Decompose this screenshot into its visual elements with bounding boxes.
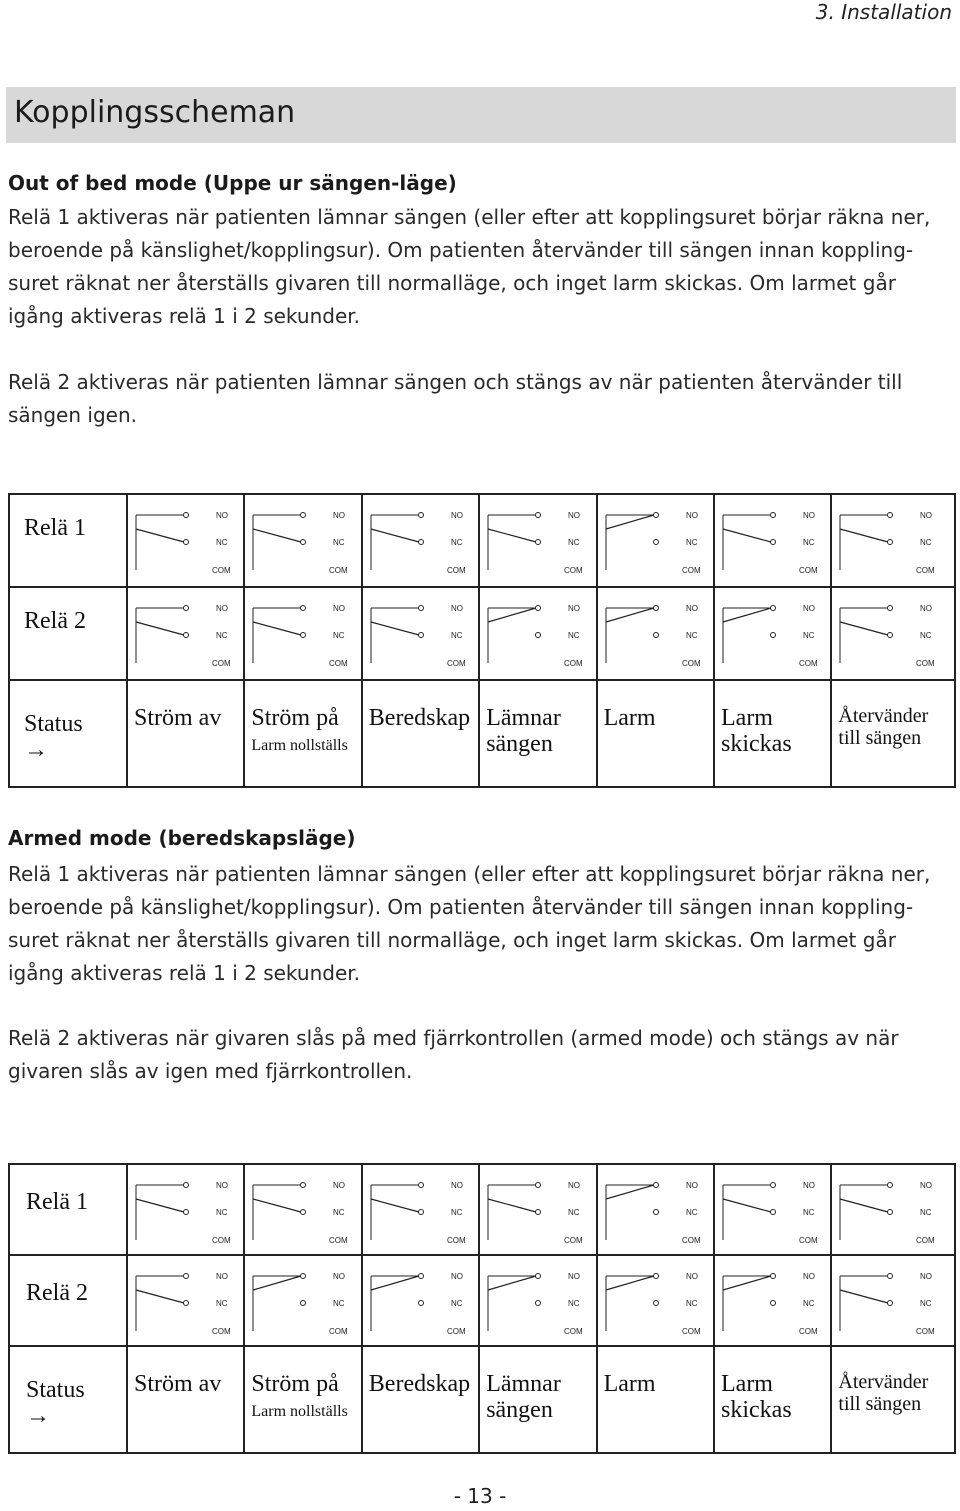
terminal-com-label: COM — [564, 659, 583, 668]
terminal-no-label: NO — [685, 1181, 698, 1190]
status-label: Status → — [26, 1377, 85, 1430]
terminal-nc-label: NC — [685, 1299, 698, 1308]
status-subtext: skickas — [721, 1397, 792, 1424]
relay-switch-cell — [596, 588, 713, 679]
terminal-nc-label: NC — [333, 631, 345, 640]
relay-switch-cell — [713, 495, 830, 586]
terminal-nc-label: NC — [216, 1208, 228, 1217]
terminal-nc-label: NC — [920, 1299, 932, 1308]
status-cell — [478, 1347, 595, 1452]
status-cell — [361, 1347, 478, 1452]
terminal-no-label: NO — [685, 511, 698, 520]
terminal-com-label: COM — [681, 1327, 701, 1336]
relay-2-label: Relä 2 — [26, 1280, 88, 1306]
status-cell — [830, 681, 947, 786]
relay-1-row — [10, 495, 954, 588]
terminal-no-label: NO — [450, 604, 463, 613]
relay-switch-icon — [128, 495, 244, 586]
terminal-com-label: COM — [212, 1327, 231, 1336]
relay-switch-cell — [713, 1256, 830, 1345]
status-text: Lämnar — [486, 1371, 561, 1397]
relay-2-row — [10, 588, 954, 681]
status-cell — [596, 681, 713, 786]
status-row — [10, 681, 954, 786]
status-cell — [713, 1347, 830, 1452]
terminal-nc-label: NC — [450, 1208, 463, 1217]
relay-switch-icon — [598, 1165, 714, 1256]
terminal-nc-label: NC — [450, 1299, 463, 1308]
terminal-nc-label: NC — [450, 631, 463, 640]
relay-switch-icon — [598, 495, 714, 586]
status-text: Ström på — [251, 705, 339, 731]
status-cell — [713, 681, 830, 786]
terminal-nc-label: NC — [216, 631, 228, 640]
armed-mode-paragraph-2: Relä 2 aktiveras när givaren slås på med fjärrkontrollen (armed mode) och stängs av när givaren slås av igen med fjärrkontrollen. — [8, 1026, 899, 1083]
terminal-com-label: COM — [446, 566, 466, 575]
relay-switch-icon — [245, 1165, 361, 1256]
terminal-no-label: NO — [568, 511, 581, 520]
status-text: Larm — [603, 1371, 656, 1397]
relay-1-label: Relä 1 — [26, 1189, 88, 1215]
relay-switch-icon — [480, 495, 596, 586]
terminal-com-label: COM — [799, 1236, 818, 1245]
terminal-com-label: COM — [564, 1327, 583, 1336]
status-text: Larm — [721, 1371, 773, 1397]
relay-switch-icon — [480, 588, 596, 679]
terminal-nc-label: NC — [216, 1299, 228, 1308]
relay-switch-icon — [128, 588, 244, 679]
terminal-com-label: COM — [212, 659, 231, 668]
terminal-no-label: NO — [333, 604, 346, 613]
terminal-nc-label: NC — [803, 1299, 815, 1308]
terminal-no-label: NO — [216, 604, 228, 613]
status-text: Återvänder — [838, 1371, 929, 1393]
relay-switch-icon — [832, 495, 948, 586]
status-text: Ström på — [251, 1371, 339, 1397]
terminal-no-label: NO — [685, 1272, 698, 1281]
relay-switch-cell — [126, 588, 243, 679]
status-cell — [126, 1347, 243, 1452]
status-cell — [361, 681, 478, 786]
terminal-com-label: COM — [681, 659, 701, 668]
terminal-no-label: NO — [685, 604, 698, 613]
terminal-nc-label: NC — [803, 538, 815, 547]
relay-switch-icon — [480, 1256, 596, 1347]
relay-switch-icon — [363, 495, 479, 586]
terminal-nc-label: NC — [568, 1299, 580, 1308]
terminal-no-label: NO — [450, 1181, 463, 1190]
status-text: Lämnar — [486, 705, 561, 731]
page-number: - 13 - — [453, 1484, 507, 1508]
terminal-com-label: COM — [564, 1236, 583, 1245]
relay-1-row — [10, 1165, 954, 1256]
relay-switch-cell — [361, 588, 478, 679]
terminal-nc-label: NC — [685, 631, 698, 640]
relay-switch-cell — [478, 588, 595, 679]
relay-switch-icon — [715, 1165, 831, 1256]
terminal-nc-label: NC — [450, 538, 463, 547]
terminal-nc-label: NC — [333, 538, 345, 547]
status-subtext: skickas — [721, 731, 792, 758]
terminal-nc-label: NC — [920, 631, 932, 640]
status-subtext: Larm nollställs — [251, 1403, 348, 1421]
status-subtext: till sängen — [838, 1393, 922, 1415]
status-text: Beredskap — [368, 1371, 471, 1397]
terminal-com-label: COM — [916, 1236, 936, 1245]
terminal-com-label: COM — [799, 1327, 818, 1336]
terminal-nc-label: NC — [568, 631, 580, 640]
relay-switch-cell — [830, 1165, 947, 1254]
terminal-no-label: NO — [803, 1272, 815, 1281]
arrow-right-icon: → — [24, 737, 48, 764]
relay-switch-icon — [245, 1256, 361, 1347]
relay-switch-icon — [245, 495, 361, 586]
relay-switch-cell — [126, 495, 243, 586]
terminal-com-label: COM — [564, 566, 583, 575]
terminal-nc-label: NC — [568, 538, 580, 547]
relay-switch-cell — [361, 1165, 478, 1254]
relay-switch-icon — [832, 588, 948, 679]
terminal-no-label: NO — [450, 1272, 463, 1281]
terminal-com-label: COM — [212, 566, 231, 575]
relay-2-row — [10, 1256, 954, 1347]
relay-switch-cell — [126, 1165, 243, 1254]
terminal-no-label: NO — [216, 1181, 228, 1190]
out-of-bed-relay-table — [8, 493, 956, 788]
terminal-nc-label: NC — [803, 1208, 815, 1217]
terminal-nc-label: NC — [803, 631, 815, 640]
terminal-com-label: COM — [329, 1236, 349, 1245]
terminal-nc-label: NC — [920, 538, 932, 547]
terminal-com-label: COM — [212, 1236, 231, 1245]
terminal-nc-label: NC — [685, 538, 698, 547]
status-cell — [596, 1347, 713, 1452]
relay-switch-icon — [363, 1165, 479, 1256]
relay-2-label: Relä 2 — [24, 608, 86, 634]
relay-1-label: Relä 1 — [24, 515, 86, 541]
terminal-no-label: NO — [216, 1272, 228, 1281]
terminal-no-label: NO — [920, 604, 933, 613]
status-cell — [243, 1347, 360, 1452]
status-text: Beredskap — [368, 705, 471, 731]
terminal-com-label: COM — [446, 659, 466, 668]
relay-switch-cell — [361, 1256, 478, 1345]
status-cell — [243, 681, 360, 786]
out-of-bed-title: Out of bed mode (Uppe ur sängen-läge) — [8, 171, 457, 195]
terminal-com-label: COM — [799, 566, 818, 575]
relay-switch-cell — [830, 588, 947, 679]
relay-switch-cell — [478, 1165, 595, 1254]
terminal-no-label: NO — [803, 511, 815, 520]
terminal-nc-label: NC — [568, 1208, 580, 1217]
page-title: Kopplingsscheman — [14, 95, 296, 130]
relay-switch-icon — [598, 588, 714, 679]
relay-switch-cell — [596, 495, 713, 586]
relay-switch-icon — [832, 1165, 948, 1256]
terminal-com-label: COM — [446, 1327, 466, 1336]
relay-switch-cell — [713, 588, 830, 679]
relay-switch-icon — [363, 588, 479, 679]
status-text: Ström av — [134, 705, 222, 731]
relay-switch-icon — [245, 588, 361, 679]
terminal-no-label: NO — [333, 511, 346, 520]
relay-switch-cell — [713, 1165, 830, 1254]
status-subtext: Larm nollställs — [251, 737, 348, 755]
relay-switch-cell — [478, 1256, 595, 1345]
status-cell — [830, 1347, 947, 1452]
relay-switch-cell — [596, 1165, 713, 1254]
status-cell — [478, 681, 595, 786]
out-of-bed-paragraph-2: Relä 2 aktiveras när patienten lämnar sängen och stängs av när patienten återvänder till sängen igen. — [8, 370, 903, 427]
relay-switch-icon — [715, 495, 831, 586]
terminal-com-label: COM — [681, 566, 701, 575]
out-of-bed-paragraph-1: Relä 1 aktiveras när patienten lämnar sängen (eller efter att kopplingsuret börjar räkna ner, beroende på känslighet/kopplingsur). Om patienten återvänder till sängen innan koppling- suret räknat ner återställs givaren till normalläge, och inget larm skickas. Om larmet går igång aktiveras relä 1 i 2 sekunder. — [8, 205, 931, 328]
terminal-nc-label: NC — [685, 1208, 698, 1217]
terminal-no-label: NO — [568, 1181, 581, 1190]
terminal-nc-label: NC — [216, 538, 228, 547]
relay-switch-cell — [361, 495, 478, 586]
terminal-nc-label: NC — [333, 1208, 345, 1217]
armed-mode-title: Armed mode (beredskapsläge) — [8, 826, 356, 850]
relay-switch-icon — [715, 588, 831, 679]
status-text: Larm — [721, 705, 773, 731]
relay-switch-cell — [830, 495, 947, 586]
status-text: Ström av — [134, 1371, 222, 1397]
relay-switch-cell — [243, 495, 360, 586]
terminal-no-label: NO — [450, 511, 463, 520]
relay-switch-icon — [598, 1256, 714, 1347]
terminal-com-label: COM — [799, 659, 818, 668]
status-text: Återvänder — [838, 705, 929, 727]
terminal-no-label: NO — [920, 511, 933, 520]
terminal-no-label: NO — [568, 604, 581, 613]
relay-switch-icon — [480, 1165, 596, 1256]
relay-switch-cell — [596, 1256, 713, 1345]
terminal-com-label: COM — [329, 1327, 349, 1336]
terminal-nc-label: NC — [920, 1208, 932, 1217]
terminal-com-label: COM — [681, 1236, 701, 1245]
terminal-no-label: NO — [333, 1181, 346, 1190]
terminal-com-label: COM — [916, 1327, 936, 1336]
terminal-no-label: NO — [920, 1272, 933, 1281]
status-text: Larm — [603, 705, 656, 731]
relay-switch-cell — [243, 1165, 360, 1254]
relay-switch-cell — [478, 495, 595, 586]
relay-switch-cell — [243, 588, 360, 679]
relay-switch-cell — [243, 1256, 360, 1345]
status-row — [10, 1347, 954, 1452]
armed-mode-relay-table — [8, 1163, 956, 1454]
relay-switch-icon — [832, 1256, 948, 1347]
relay-switch-cell — [830, 1256, 947, 1345]
status-subtext: sängen — [486, 1397, 553, 1424]
armed-mode-paragraph-1: Relä 1 aktiveras när patienten lämnar sängen (eller efter att kopplingsuret börjar räkna ner, beroende på känslighet/kopplingsur). Om patienten återvänder till sängen innan koppling- suret räknat ner återställs givaren till normalläge, och inget larm skickas. Om larmet går igång aktiveras relä 1 i 2 sekunder. — [8, 862, 931, 985]
page-title-bar — [6, 87, 956, 143]
chapter-header: 3. Installation — [815, 0, 952, 24]
terminal-com-label: COM — [916, 566, 936, 575]
status-subtext: till sängen — [838, 727, 922, 749]
terminal-no-label: NO — [803, 604, 815, 613]
terminal-com-label: COM — [446, 1236, 466, 1245]
terminal-com-label: COM — [916, 659, 936, 668]
terminal-com-label: COM — [329, 659, 349, 668]
terminal-nc-label: NC — [333, 1299, 345, 1308]
terminal-no-label: NO — [803, 1181, 815, 1190]
relay-switch-icon — [128, 1256, 244, 1347]
status-subtext: sängen — [486, 731, 553, 758]
terminal-no-label: NO — [568, 1272, 581, 1281]
terminal-no-label: NO — [216, 511, 228, 520]
relay-switch-icon — [128, 1165, 244, 1256]
status-cell — [126, 681, 243, 786]
terminal-no-label: NO — [333, 1272, 346, 1281]
relay-switch-cell — [126, 1256, 243, 1345]
relay-switch-icon — [715, 1256, 831, 1347]
terminal-com-label: COM — [329, 566, 349, 575]
arrow-right-icon: → — [26, 1403, 50, 1430]
status-label: Status → — [24, 711, 83, 764]
terminal-no-label: NO — [920, 1181, 933, 1190]
relay-switch-icon — [363, 1256, 479, 1347]
